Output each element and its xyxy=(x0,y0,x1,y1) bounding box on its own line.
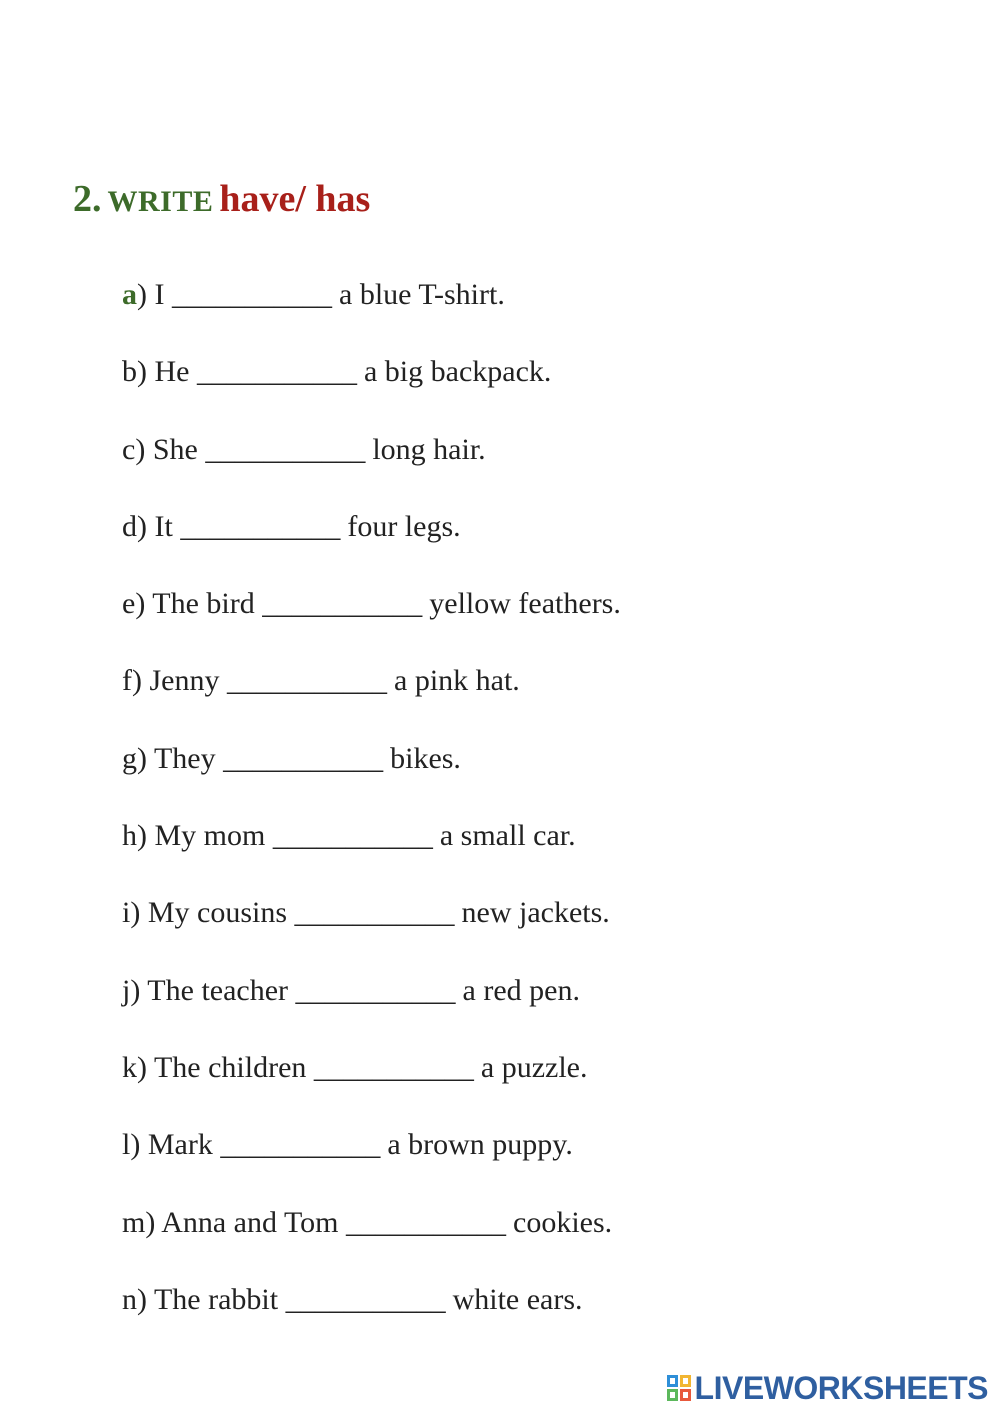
answer-blank[interactable]: ___________ xyxy=(223,741,383,775)
item-letter: g xyxy=(122,741,137,775)
item-paren: ) xyxy=(132,664,142,698)
answer-blank[interactable]: ___________ xyxy=(294,896,455,930)
exercise-item xyxy=(122,1128,621,1205)
item-letter: j xyxy=(122,973,131,1007)
item-letter: h xyxy=(122,819,137,853)
item-letter: n xyxy=(122,1282,137,1316)
item-paren: ) xyxy=(135,432,146,466)
answer-blank[interactable]: ___________ xyxy=(346,1205,506,1239)
item-paren: ) xyxy=(130,973,141,1007)
item-subject: He xyxy=(147,355,197,389)
item-letter: b xyxy=(122,355,137,389)
item-object: a puzzle. xyxy=(473,1050,588,1084)
item-subject: Jenny xyxy=(142,664,227,698)
item-object: a brown puppy. xyxy=(379,1128,573,1162)
answer-blank[interactable]: ___________ xyxy=(180,509,340,543)
answer-blank[interactable]: ___________ xyxy=(227,664,387,698)
exercise-item xyxy=(122,1206,621,1283)
answer-blank[interactable]: ___________ xyxy=(172,278,332,311)
item-subject: I xyxy=(147,278,172,311)
answer-blank[interactable]: ___________ xyxy=(295,973,456,1007)
exercise-item xyxy=(122,433,621,510)
item-paren: ) xyxy=(137,1050,147,1084)
exercise-item xyxy=(122,742,621,819)
answer-blank[interactable]: ___________ xyxy=(205,432,365,466)
item-subject: The rabbit xyxy=(147,1282,286,1316)
exercise-item xyxy=(122,587,621,664)
item-object: cookies. xyxy=(505,1205,613,1239)
answer-blank[interactable]: ___________ xyxy=(196,355,357,389)
exercise-list xyxy=(122,278,621,1360)
exercise-item xyxy=(122,355,621,432)
item-paren: ) xyxy=(137,1282,147,1316)
item-paren: ) xyxy=(137,741,147,775)
exercise-heading xyxy=(73,180,370,218)
item-subject: The children xyxy=(147,1050,314,1084)
item-paren: ) xyxy=(145,1205,156,1239)
item-object: bikes. xyxy=(382,741,461,775)
item-subject: Anna and Tom xyxy=(155,1205,347,1239)
item-object: yellow feathers. xyxy=(421,587,621,621)
exercise-item xyxy=(122,1283,621,1360)
item-subject: My cousins xyxy=(140,896,295,930)
item-subject: Mark xyxy=(140,1128,221,1162)
item-object: a blue T-shirt. xyxy=(331,278,505,311)
item-subject: She xyxy=(145,432,206,466)
item-letter: c xyxy=(122,432,136,466)
item-paren: ) xyxy=(137,355,147,389)
item-subject: The bird xyxy=(145,587,263,621)
item-letter: k xyxy=(122,1050,137,1084)
answer-blank[interactable]: ___________ xyxy=(285,1282,446,1316)
item-paren: ) xyxy=(137,509,147,543)
answer-blank[interactable]: ___________ xyxy=(272,819,433,853)
item-object: a pink hat. xyxy=(386,664,520,698)
item-subject: My mom xyxy=(147,819,273,853)
item-object: white ears. xyxy=(445,1282,583,1316)
exercise-instruction: WRITE xyxy=(107,185,214,218)
item-object: new jackets. xyxy=(454,896,610,930)
logo-text: LIVEWORKSHEETS xyxy=(694,1370,988,1406)
item-object: long hair. xyxy=(364,432,486,466)
answer-blank[interactable]: ___________ xyxy=(313,1050,474,1084)
item-paren: ) xyxy=(135,587,146,621)
item-paren: ) xyxy=(137,278,147,311)
answer-blank[interactable]: ___________ xyxy=(262,587,422,621)
item-object: a big backpack. xyxy=(356,355,552,389)
liveworksheets-logo xyxy=(667,1372,988,1404)
item-subject: They xyxy=(147,741,224,775)
exercise-item xyxy=(122,664,621,741)
item-letter: a xyxy=(122,278,137,311)
exercise-item xyxy=(122,510,621,587)
item-object: four legs. xyxy=(339,509,461,543)
item-object: a small car. xyxy=(432,819,576,853)
liveworksheets-logo-icon xyxy=(667,1375,691,1401)
item-object: a red pen. xyxy=(455,973,580,1007)
item-letter: d xyxy=(122,509,137,543)
exercise-item xyxy=(122,819,621,896)
exercise-verbs: have/ has xyxy=(219,178,371,220)
item-letter: f xyxy=(122,664,132,698)
exercise-item xyxy=(122,278,621,355)
exercise-item xyxy=(122,1051,621,1128)
item-paren: ) xyxy=(130,896,141,930)
exercise-item xyxy=(122,974,621,1051)
answer-blank[interactable]: ___________ xyxy=(220,1128,380,1162)
exercise-item xyxy=(122,896,621,973)
item-subject: The teacher xyxy=(140,973,296,1007)
item-letter: i xyxy=(122,896,131,930)
item-paren: ) xyxy=(137,819,147,853)
exercise-number: 2. xyxy=(73,178,102,220)
item-subject: It xyxy=(147,509,181,543)
item-letter: l xyxy=(122,1128,131,1162)
item-letter: m xyxy=(122,1205,146,1239)
item-paren: ) xyxy=(130,1128,141,1162)
item-letter: e xyxy=(122,587,136,621)
